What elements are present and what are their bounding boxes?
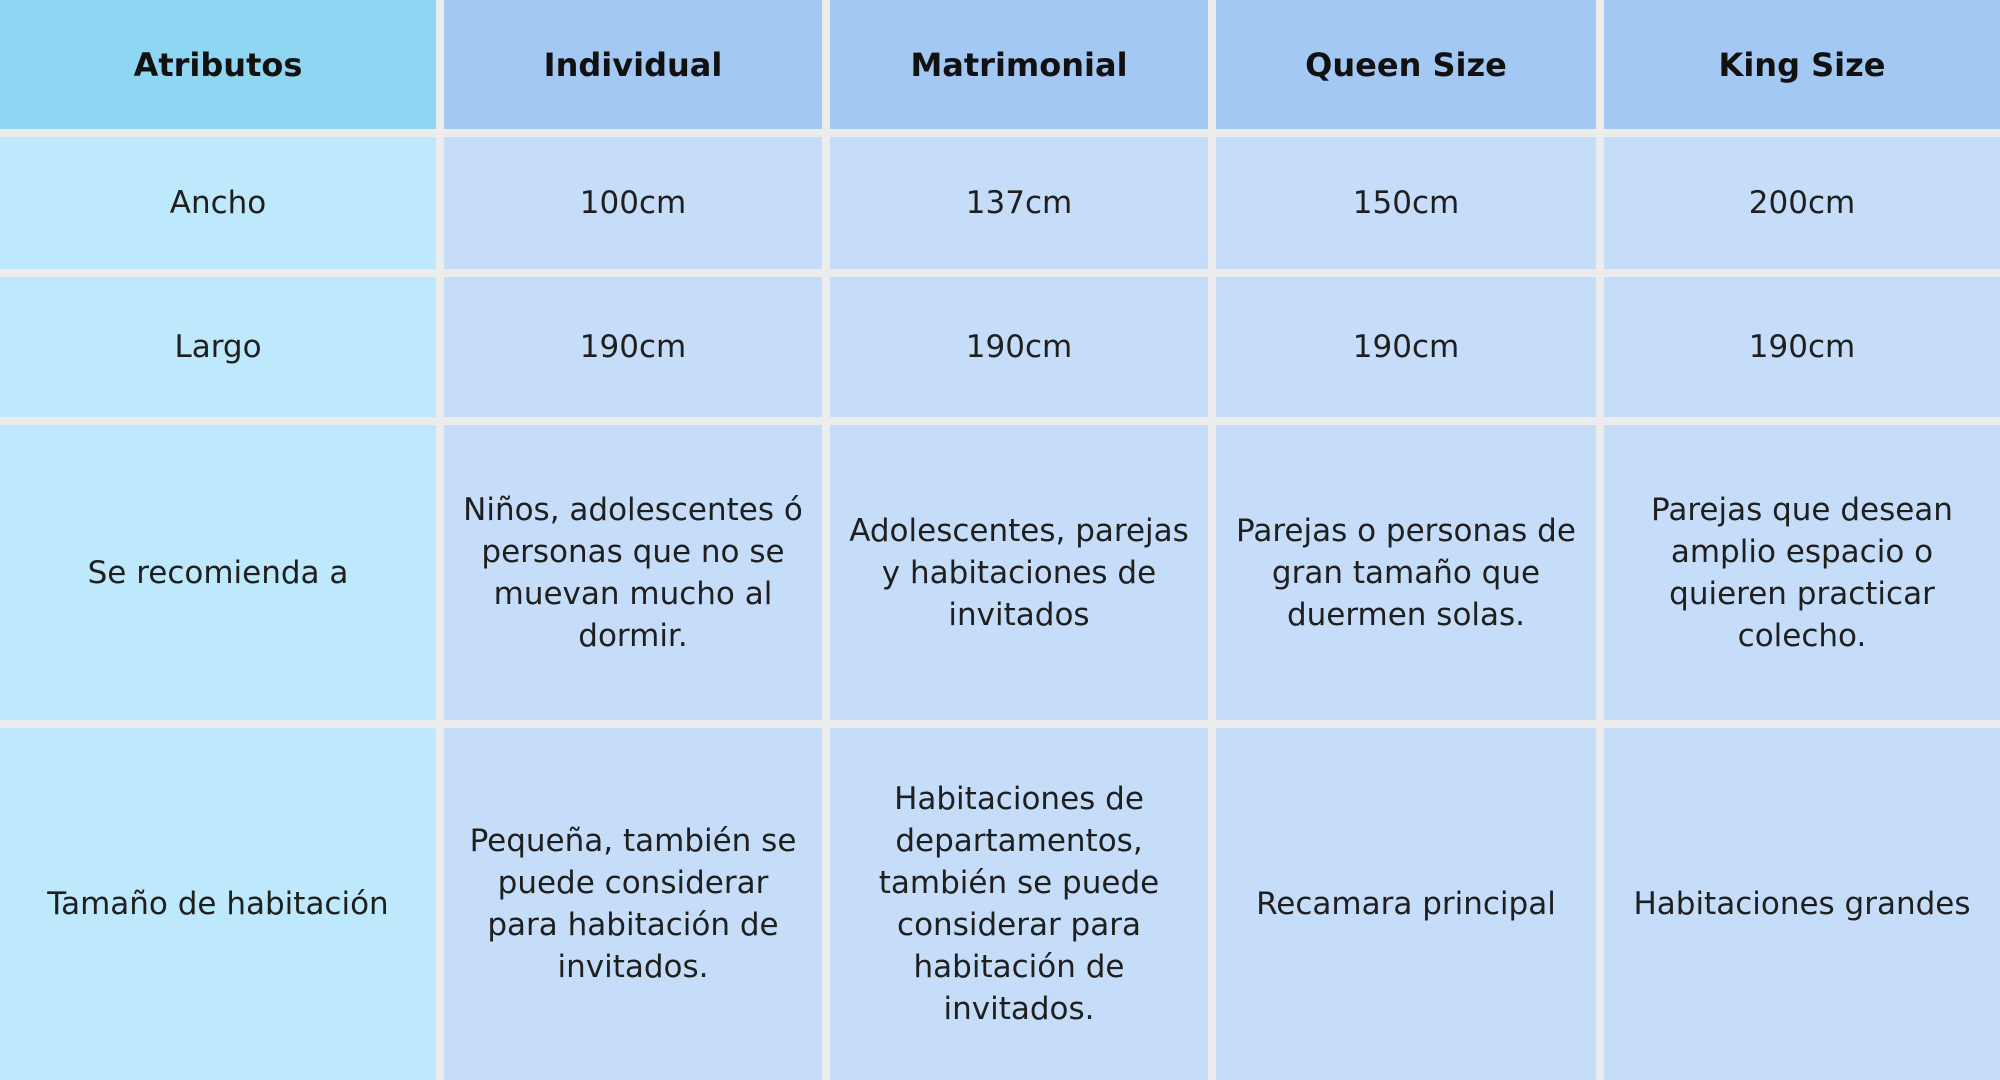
- table-cell: 190cm: [444, 277, 822, 417]
- table-cell: Habitaciones de departamentos, también se puede considerar para habitación de invitados.: [830, 728, 1208, 1080]
- table-cell: 137cm: [830, 137, 1208, 269]
- header-individual: Individual: [444, 0, 822, 129]
- table-cell: 200cm: [1604, 137, 2000, 269]
- table-cell: Pequeña, también se puede considerar para habitación de invitados.: [444, 728, 822, 1080]
- header-atributos: Atributos: [0, 0, 436, 129]
- table-cell: Habitaciones grandes: [1604, 728, 2000, 1080]
- table-cell: Parejas o personas de gran tamaño que duermen solas.: [1216, 425, 1596, 720]
- row-label-largo: Largo: [0, 277, 436, 417]
- table-cell: Niños, adolescentes ó personas que no se muevan mucho al dormir.: [444, 425, 822, 720]
- row-label-tamano-de-habitacion: Tamaño de habitación: [0, 728, 436, 1080]
- table-cell: Adolescentes, parejas y habitaciones de invitados: [830, 425, 1208, 720]
- table-cell: 100cm: [444, 137, 822, 269]
- table-cell: 190cm: [1216, 277, 1596, 417]
- table-cell: 190cm: [1604, 277, 2000, 417]
- table-cell: Recamara principal: [1216, 728, 1596, 1080]
- table-cell: 190cm: [830, 277, 1208, 417]
- header-matrimonial: Matrimonial: [830, 0, 1208, 129]
- header-king-size: King Size: [1604, 0, 2000, 129]
- table-cell: Parejas que desean amplio espacio o quieren practicar colecho.: [1604, 425, 2000, 720]
- table-cell: 150cm: [1216, 137, 1596, 269]
- row-label-se-recomienda-a: Se recomienda a: [0, 425, 436, 720]
- row-label-ancho: Ancho: [0, 137, 436, 269]
- header-queen-size: Queen Size: [1216, 0, 1596, 129]
